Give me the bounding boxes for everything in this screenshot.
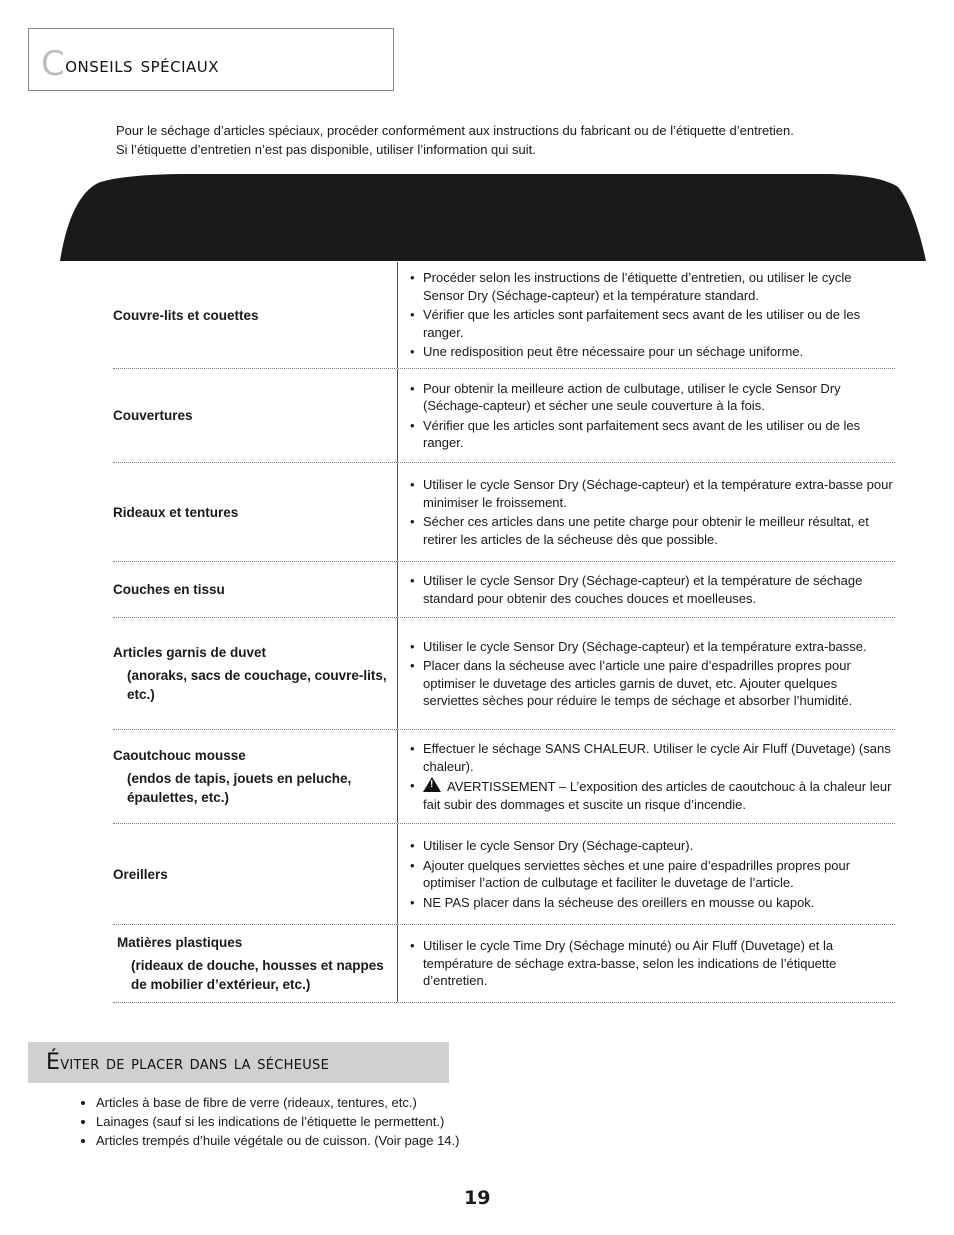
table-row <box>113 925 895 1003</box>
instruction-list <box>408 636 895 712</box>
row-label-cell <box>113 618 397 729</box>
table-row <box>113 463 895 562</box>
item-label: Articles garnis de duvet <box>113 645 267 660</box>
row-instructions-cell <box>397 463 895 561</box>
row-instructions-cell <box>397 925 895 1002</box>
row-label-cell <box>113 262 397 368</box>
row-label-cell <box>113 730 397 823</box>
instruction-text: Placer dans la sécheuse avec l’article une paire d’espadrilles propres pour optimiser le duvetage des articles garnis de duvet, etc. Ajouter quelques serviettes sèches pour réduire le temps de séchage et absorber l’humidité. <box>423 658 853 708</box>
row-label-cell <box>113 824 397 924</box>
intro-line-1: Pour le séchage d’articles spéciaux, procéder conformément aux instructions du fabricant ou de l’étiquette d’entretien. <box>116 123 794 138</box>
instruction-item <box>408 306 895 341</box>
instruction-item <box>408 657 895 710</box>
instruction-item <box>408 937 895 990</box>
avoid-section-title-box <box>28 1042 449 1083</box>
list-item: • Lainages (sauf si les indications de l’étiquette le permettent.) <box>96 1112 796 1131</box>
instruction-text: Pour obtenir la meilleure action de culbutage, utiliser le cycle Sensor Dry (Séchage-capteur) et sécher une seule couverture à la fois. <box>423 380 841 413</box>
item-label: Oreillers <box>113 866 168 882</box>
instruction-item <box>408 740 895 775</box>
instruction-text: NE PAS placer dans la sécheuse des oreillers en mousse ou kapok. <box>423 894 815 910</box>
table-row <box>113 369 895 463</box>
row-label-cell <box>113 463 397 561</box>
instruction-text: Utiliser le cycle Sensor Dry (Séchage-capteur) et la température de séchage standard pour obtenir des couches douces et moelleuses. <box>423 573 863 606</box>
row-instructions-cell <box>397 618 895 729</box>
instruction-text: Effectuer le séchage SANS CHALEUR. Utiliser le cycle Air Fluff (Duvetage) (sans chaleur). <box>423 741 891 774</box>
instruction-text: Une redisposition peut être nécessaire pour un séchage uniforme. <box>423 344 804 360</box>
instruction-list <box>408 267 895 363</box>
instruction-text: Utiliser le cycle Sensor Dry (Séchage-capteur) et la température extra-basse pour minimiser le froissement. <box>423 477 893 510</box>
instruction-list <box>408 570 895 609</box>
item-sublabel: (anoraks, sacs de couchage, couvre-lits, etc.) <box>127 668 387 702</box>
instruction-item <box>408 777 895 813</box>
instruction-text: Utiliser le cycle Sensor Dry (Séchage-capteur) et la température extra-basse. <box>423 638 867 654</box>
page-number: 19 <box>464 1187 491 1209</box>
row-label-cell <box>113 925 397 1002</box>
title-initial: C <box>41 44 66 84</box>
list-item: • Articles trempés d’huile végétale ou de cuisson. (Voir page 14.) <box>96 1131 796 1150</box>
avoid-section-title <box>46 1050 329 1075</box>
row-label-cell <box>113 562 397 617</box>
instruction-list <box>408 738 895 815</box>
item-label: Caoutchouc mousse <box>113 748 246 763</box>
instruction-item <box>408 894 895 912</box>
instruction-item <box>408 638 895 656</box>
table-row <box>113 262 895 369</box>
table-row <box>113 730 895 824</box>
row-instructions-cell <box>397 562 895 617</box>
row-instructions-cell <box>397 824 895 924</box>
item-sublabel: (endos de tapis, jouets en peluche, épaulettes, etc.) <box>127 771 352 805</box>
instruction-item <box>408 572 895 607</box>
warning-triangle-icon <box>423 777 441 792</box>
instruction-list <box>408 378 895 454</box>
intro-line-2: Si l’étiquette d’entretien n’est pas disponible, utiliser l’information qui suit. <box>116 142 536 157</box>
instruction-text: Procéder selon les instructions de l’étiquette d’entretien, ou utiliser le cycle Sensor Dry (Séchage-capteur) et la température standard. <box>423 270 852 303</box>
instruction-text: AVERTISSEMENT – L’exposition des articles de caoutchouc à la chaleur leur fait subir des dommages et suscite un risque d’incendie. <box>423 779 892 812</box>
table-row <box>113 562 895 618</box>
page-title <box>41 41 220 84</box>
item-label: Couches en tissu <box>113 582 225 597</box>
instruction-item <box>408 417 895 452</box>
avoid-list <box>62 1093 796 1150</box>
section-title-box <box>28 28 394 91</box>
table-row <box>113 618 895 730</box>
care-table <box>113 262 895 1003</box>
instruction-text: Utiliser le cycle Sensor Dry (Séchage-capteur). <box>423 838 694 853</box>
instruction-item <box>408 513 895 548</box>
instruction-item <box>408 476 895 511</box>
instruction-list <box>408 474 895 550</box>
item-sublabel: (rideaux de douche, housses et nappes de mobilier d’extérieur, etc.) <box>131 958 384 992</box>
instruction-item <box>408 857 895 892</box>
title-rest: onseils spéciaux <box>65 53 220 78</box>
avoid-title-rest: viter de placer dans la sécheuse <box>60 1052 330 1074</box>
instruction-item <box>408 343 895 361</box>
instruction-text: Sécher ces articles dans une petite charge pour obtenir le meilleur résultat, et retirer les articles de la sécheuse dès que possible. <box>423 514 869 547</box>
instruction-item <box>408 380 895 415</box>
warning-icon-glyph: • ! <box>430 779 434 790</box>
intro-text <box>116 121 916 159</box>
instruction-text: Vérifier que les articles sont parfaitement secs avant de les utiliser ou de les ranger. <box>423 307 861 340</box>
row-label-cell <box>113 369 397 462</box>
item-label: Couvre-lits et couettes <box>113 307 259 323</box>
row-instructions-cell <box>397 730 895 823</box>
instruction-list <box>408 835 895 913</box>
instruction-text: Vérifier que les articles sont parfaitement secs avant de les utiliser ou de les ranger. <box>423 417 861 450</box>
instruction-text: Utiliser le cycle Time Dry (Séchage minuté) ou Air Fluff (Duvetage) et la température de séchage extra-basse, selon les indications de l’étiquette d’entretien. <box>423 938 837 989</box>
instruction-list <box>408 935 895 992</box>
row-instructions-cell <box>397 369 895 462</box>
avoid-title-initial: É <box>46 1050 61 1075</box>
item-label: Couvertures <box>113 408 193 423</box>
instruction-text: Ajouter quelques serviettes sèches et une paire d’espadrilles propres pour optimiser l’action de culbutage et faciliter le duvetage de l’article. <box>423 857 851 890</box>
item-label: Matières plastiques <box>117 935 243 950</box>
list-item: • Articles à base de fibre de verre (rideaux, tentures, etc.) <box>96 1093 796 1112</box>
instruction-item <box>408 837 895 855</box>
decorative-banner <box>60 173 926 261</box>
row-instructions-cell <box>397 262 895 368</box>
table-row <box>113 824 895 925</box>
item-label: Rideaux et tentures <box>113 504 239 520</box>
instruction-item <box>408 269 895 304</box>
